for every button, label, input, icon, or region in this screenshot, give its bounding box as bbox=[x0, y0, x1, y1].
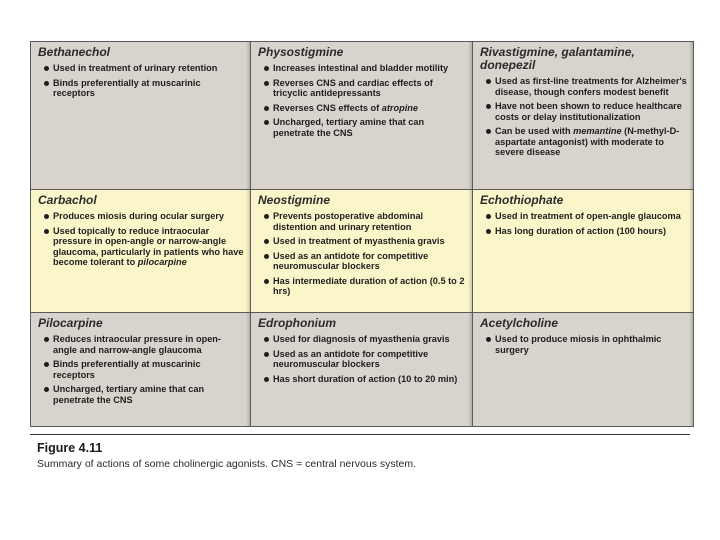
drug-actions-list bbox=[480, 211, 687, 236]
figure-title: Figure 4.11 bbox=[37, 441, 103, 455]
action-text: Used as first-line treatments for Alzheimer's disease, though confers modest benefit bbox=[495, 76, 687, 97]
action-item bbox=[44, 226, 244, 268]
action-text: Used in treatment of myasthenia gravis bbox=[273, 236, 445, 246]
action-item bbox=[44, 384, 244, 405]
action-item bbox=[486, 226, 687, 237]
action-item bbox=[486, 126, 687, 158]
drug-cell bbox=[251, 190, 472, 312]
drug-name: Rivastigmine, galantamine, donepezil bbox=[480, 45, 635, 72]
drug-cell bbox=[251, 313, 472, 426]
bullet-icon bbox=[44, 66, 49, 71]
bullet-icon bbox=[44, 362, 49, 367]
action-text: Used for diagnosis of myasthenia gravis bbox=[273, 334, 450, 344]
bullet-icon bbox=[44, 387, 49, 392]
figure-divider bbox=[30, 434, 690, 435]
action-text: Binds preferentially at muscarinic receptors bbox=[53, 77, 201, 98]
action-item bbox=[264, 117, 466, 138]
bullet-icon bbox=[44, 214, 49, 219]
bullet-icon bbox=[264, 214, 269, 219]
action-text: Uncharged, tertiary amine that can penetrate the CNS bbox=[53, 384, 205, 405]
drug-actions-list bbox=[38, 63, 244, 99]
action-item bbox=[44, 63, 244, 74]
bullet-icon bbox=[264, 120, 269, 125]
bullet-icon bbox=[264, 66, 269, 71]
action-text: Has short duration of action (10 to 20 min) bbox=[273, 373, 458, 384]
drug-actions-list bbox=[38, 334, 244, 405]
action-item bbox=[44, 359, 244, 380]
bullet-icon bbox=[486, 229, 491, 234]
action-text: Used in treatment of open-angle glaucoma bbox=[495, 211, 681, 221]
bullet-icon bbox=[264, 239, 269, 244]
action-item bbox=[264, 349, 466, 370]
action-text: Can be used with bbox=[495, 126, 574, 136]
drug-summary-table bbox=[30, 41, 694, 427]
action-text: Has long duration of action (100 hours) bbox=[495, 225, 667, 236]
bullet-icon bbox=[264, 279, 269, 284]
action-text: Reverses CNS and cardiac effects of tricyclic antidepressants bbox=[273, 77, 433, 98]
drug-name: Echothiophate bbox=[480, 193, 564, 207]
action-item bbox=[486, 101, 687, 122]
action-item bbox=[486, 76, 687, 97]
drug-name: Physostigmine bbox=[258, 45, 344, 59]
action-item bbox=[264, 374, 466, 385]
drug-actions-list bbox=[258, 211, 466, 297]
bullet-icon bbox=[44, 229, 49, 234]
bullet-icon bbox=[264, 337, 269, 342]
drug-reference: memantine bbox=[573, 126, 622, 136]
action-item bbox=[264, 276, 466, 297]
action-text: (N-methyl-D-aspartate antagonist) with moderate to severe disease bbox=[495, 126, 680, 157]
action-item bbox=[264, 236, 466, 247]
drug-cell bbox=[31, 42, 250, 189]
drug-actions-list bbox=[258, 334, 466, 384]
action-text: Reduces intraocular pressure in open-angle and narrow-angle glaucoma bbox=[53, 334, 221, 355]
action-text: Used as an antidote for competitive neuromuscular blockers bbox=[273, 348, 429, 369]
action-item bbox=[44, 78, 244, 99]
bullet-icon bbox=[486, 337, 491, 342]
action-item bbox=[486, 211, 687, 222]
bullet-icon bbox=[264, 352, 269, 357]
action-text: Increases intestinal and bladder motility bbox=[273, 63, 449, 73]
action-text: Used to produce miosis in ophthalmic surgery bbox=[495, 334, 662, 355]
drug-cell bbox=[473, 313, 693, 426]
drug-actions-list bbox=[38, 211, 244, 268]
drug-cell bbox=[251, 42, 472, 189]
action-item bbox=[264, 334, 466, 345]
action-item bbox=[486, 334, 687, 355]
drug-name: Neostigmine bbox=[258, 193, 331, 207]
action-text: Have not been shown to reduce healthcare costs or delay institutionalization bbox=[495, 101, 682, 122]
action-text: Used as an antidote for competitive neuromuscular blockers bbox=[273, 250, 429, 271]
drug-actions-list bbox=[480, 334, 687, 355]
drug-name: Carbachol bbox=[38, 193, 97, 207]
bullet-icon bbox=[486, 79, 491, 84]
bullet-icon bbox=[264, 81, 269, 86]
action-item bbox=[264, 251, 466, 272]
action-item bbox=[264, 103, 466, 114]
drug-cell bbox=[31, 313, 250, 426]
drug-cell bbox=[31, 190, 250, 312]
bullet-icon bbox=[486, 129, 491, 134]
drug-name: Pilocarpine bbox=[38, 316, 103, 330]
bullet-icon bbox=[44, 81, 49, 86]
action-text: Uncharged, tertiary amine that can penetrate the CNS bbox=[273, 117, 425, 138]
drug-reference: atropine bbox=[381, 102, 419, 113]
drug-cell bbox=[473, 42, 693, 189]
bullet-icon bbox=[264, 254, 269, 259]
bullet-icon bbox=[264, 377, 269, 382]
bullet-icon bbox=[264, 106, 269, 111]
drug-actions-list bbox=[480, 76, 687, 158]
action-text: Used in treatment of urinary retention bbox=[53, 63, 218, 73]
action-text: Prevents postoperative abdominal distention and urinary retention bbox=[273, 211, 424, 232]
bullet-icon bbox=[486, 104, 491, 109]
action-text: Binds preferentially at muscarinic receptors bbox=[53, 359, 201, 380]
bullet-icon bbox=[486, 214, 491, 219]
action-text: Reverses CNS effects of bbox=[273, 102, 382, 113]
drug-name: Edrophonium bbox=[258, 316, 336, 330]
action-text: Used topically to reduce intraocular pressure in open-angle or narrow-angle glaucoma, particularly in patients who have become tolerant to bbox=[53, 225, 244, 267]
action-item bbox=[44, 334, 244, 355]
action-item bbox=[44, 211, 244, 222]
bullet-icon bbox=[44, 337, 49, 342]
action-item bbox=[264, 63, 466, 74]
figure-caption: Summary of actions of some cholinergic agonists. CNS = central nervous system. bbox=[37, 458, 417, 470]
drug-name: Bethanechol bbox=[38, 45, 111, 59]
drug-actions-list bbox=[258, 63, 466, 138]
drug-cell bbox=[473, 190, 693, 312]
action-text: Produces miosis during ocular surgery bbox=[53, 211, 225, 221]
action-item bbox=[264, 211, 466, 232]
drug-name: Acetylcholine bbox=[480, 316, 559, 330]
action-item bbox=[264, 78, 466, 99]
action-text: Has intermediate duration of action (0.5 to 2 hrs) bbox=[273, 275, 465, 296]
drug-reference: pilocarpine bbox=[137, 257, 187, 267]
